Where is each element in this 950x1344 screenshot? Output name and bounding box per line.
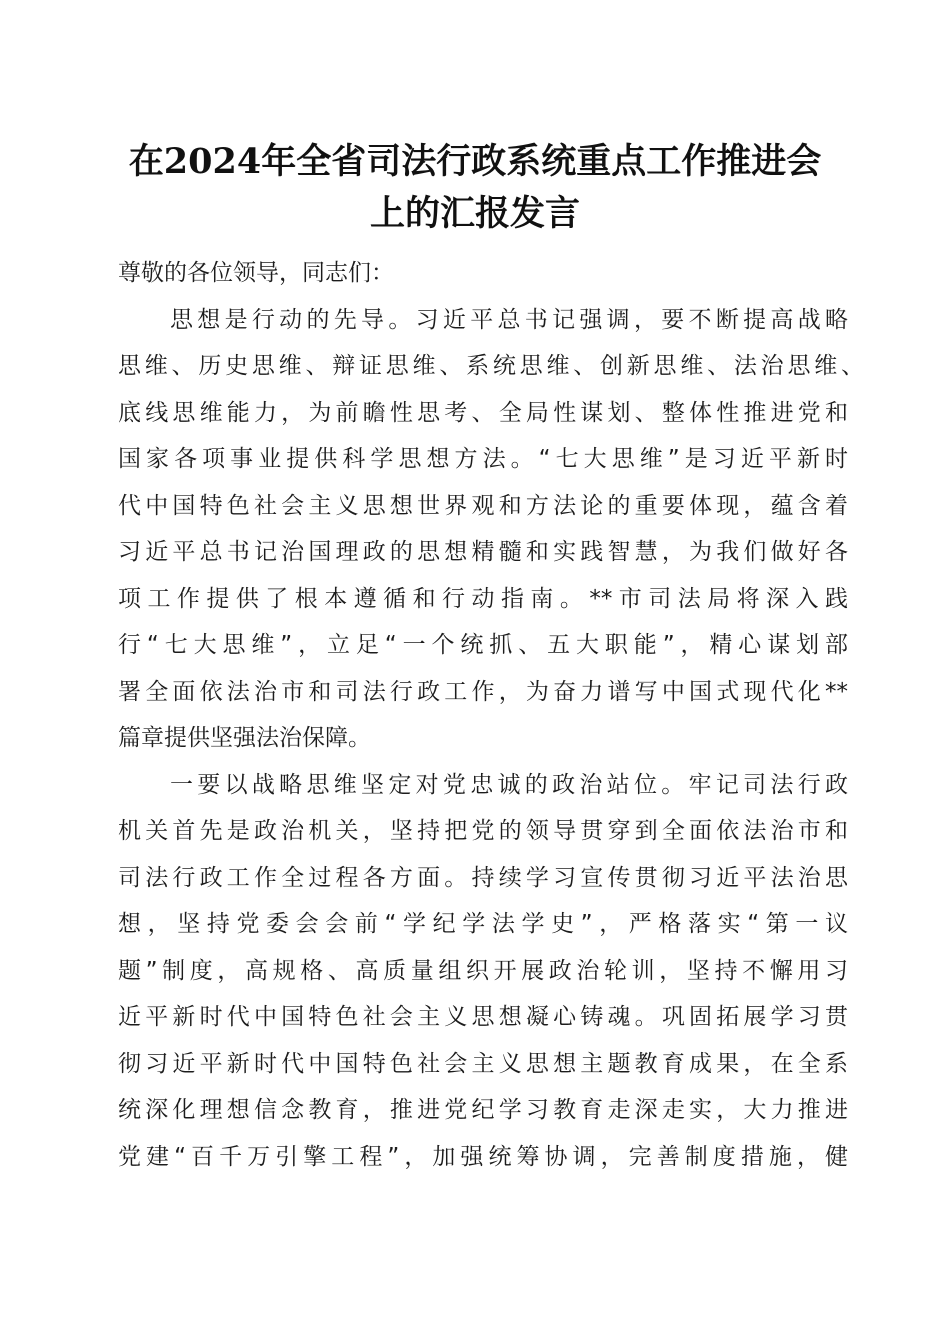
text-line: 司法行政工作全过程各方面。持续学习宣传贯彻习近平法治思	[118, 864, 848, 891]
text-line: 代中国特色社会主义思想世界观和方法论的重要体现，蕴含着	[118, 492, 848, 519]
title-line-2: 上的汇报发言	[369, 193, 580, 234]
text-line: 机关首先是政治机关，坚持把党的领导贯穿到全面依法治市和	[118, 818, 848, 844]
document-body	[118, 250, 864, 1180]
text-line: 署全面依法治市和司法行政工作，为奋力谱写中国式现代化**	[118, 678, 848, 705]
text-line: 近平新时代中国特色社会主义思想凝心铸魂。巩固拓展学习贯	[118, 1004, 848, 1030]
title-line-1: 在2024年全省司法行政系统重点工作推进会	[128, 141, 822, 182]
text-line: 想，坚持党委会会前“学纪学法学史”，严格落实“第一议	[118, 911, 848, 937]
text-line: 题”制度，高规格、高质量组织开展政治轮训，坚持不懈用习	[118, 957, 848, 984]
document-title	[100, 136, 850, 240]
text-line: 思想是行动的先导。习近平总书记强调，要不断提高战略	[170, 306, 848, 333]
text-line: 行“七大思维”，立足“一个统抓、五大职能”，精心谋划部	[118, 632, 848, 658]
text-line: 习近平总书记治国理政的思想精髓和实践智慧，为我们做好各	[118, 539, 848, 565]
paragraph-2	[118, 762, 848, 1181]
paragraph-1	[118, 297, 864, 762]
text-line: 篇章提供坚强法治保障。	[118, 725, 371, 751]
text-line: 彻习近平新时代中国特色社会主义思想主题教育成果，在全系	[118, 1050, 848, 1077]
salutation: 尊敬的各位领导，同志们：	[118, 260, 394, 286]
text-line: 一要以战略思维坚定对党忠诚的政治站位。牢记司法行政	[170, 771, 848, 798]
text-line: 项工作提供了根本遵循和行动指南。**市司法局将深入践	[118, 585, 848, 612]
text-line: 国家各项事业提供科学思想方法。“七大思维”是习近平新时	[118, 446, 848, 472]
text-line: 思维、历史思维、辩证思维、系统思维、创新思维、法治思维、	[118, 353, 864, 379]
text-line: 底线思维能力，为前瞻性思考、全局性谋划、整体性推进党和	[118, 399, 848, 426]
text-line: 统深化理想信念教育，推进党纪学习教育走深走实，大力推进	[118, 1097, 848, 1123]
text-line: 党建“百千万引擎工程”，加强统筹协调，完善制度措施，健	[118, 1143, 848, 1170]
